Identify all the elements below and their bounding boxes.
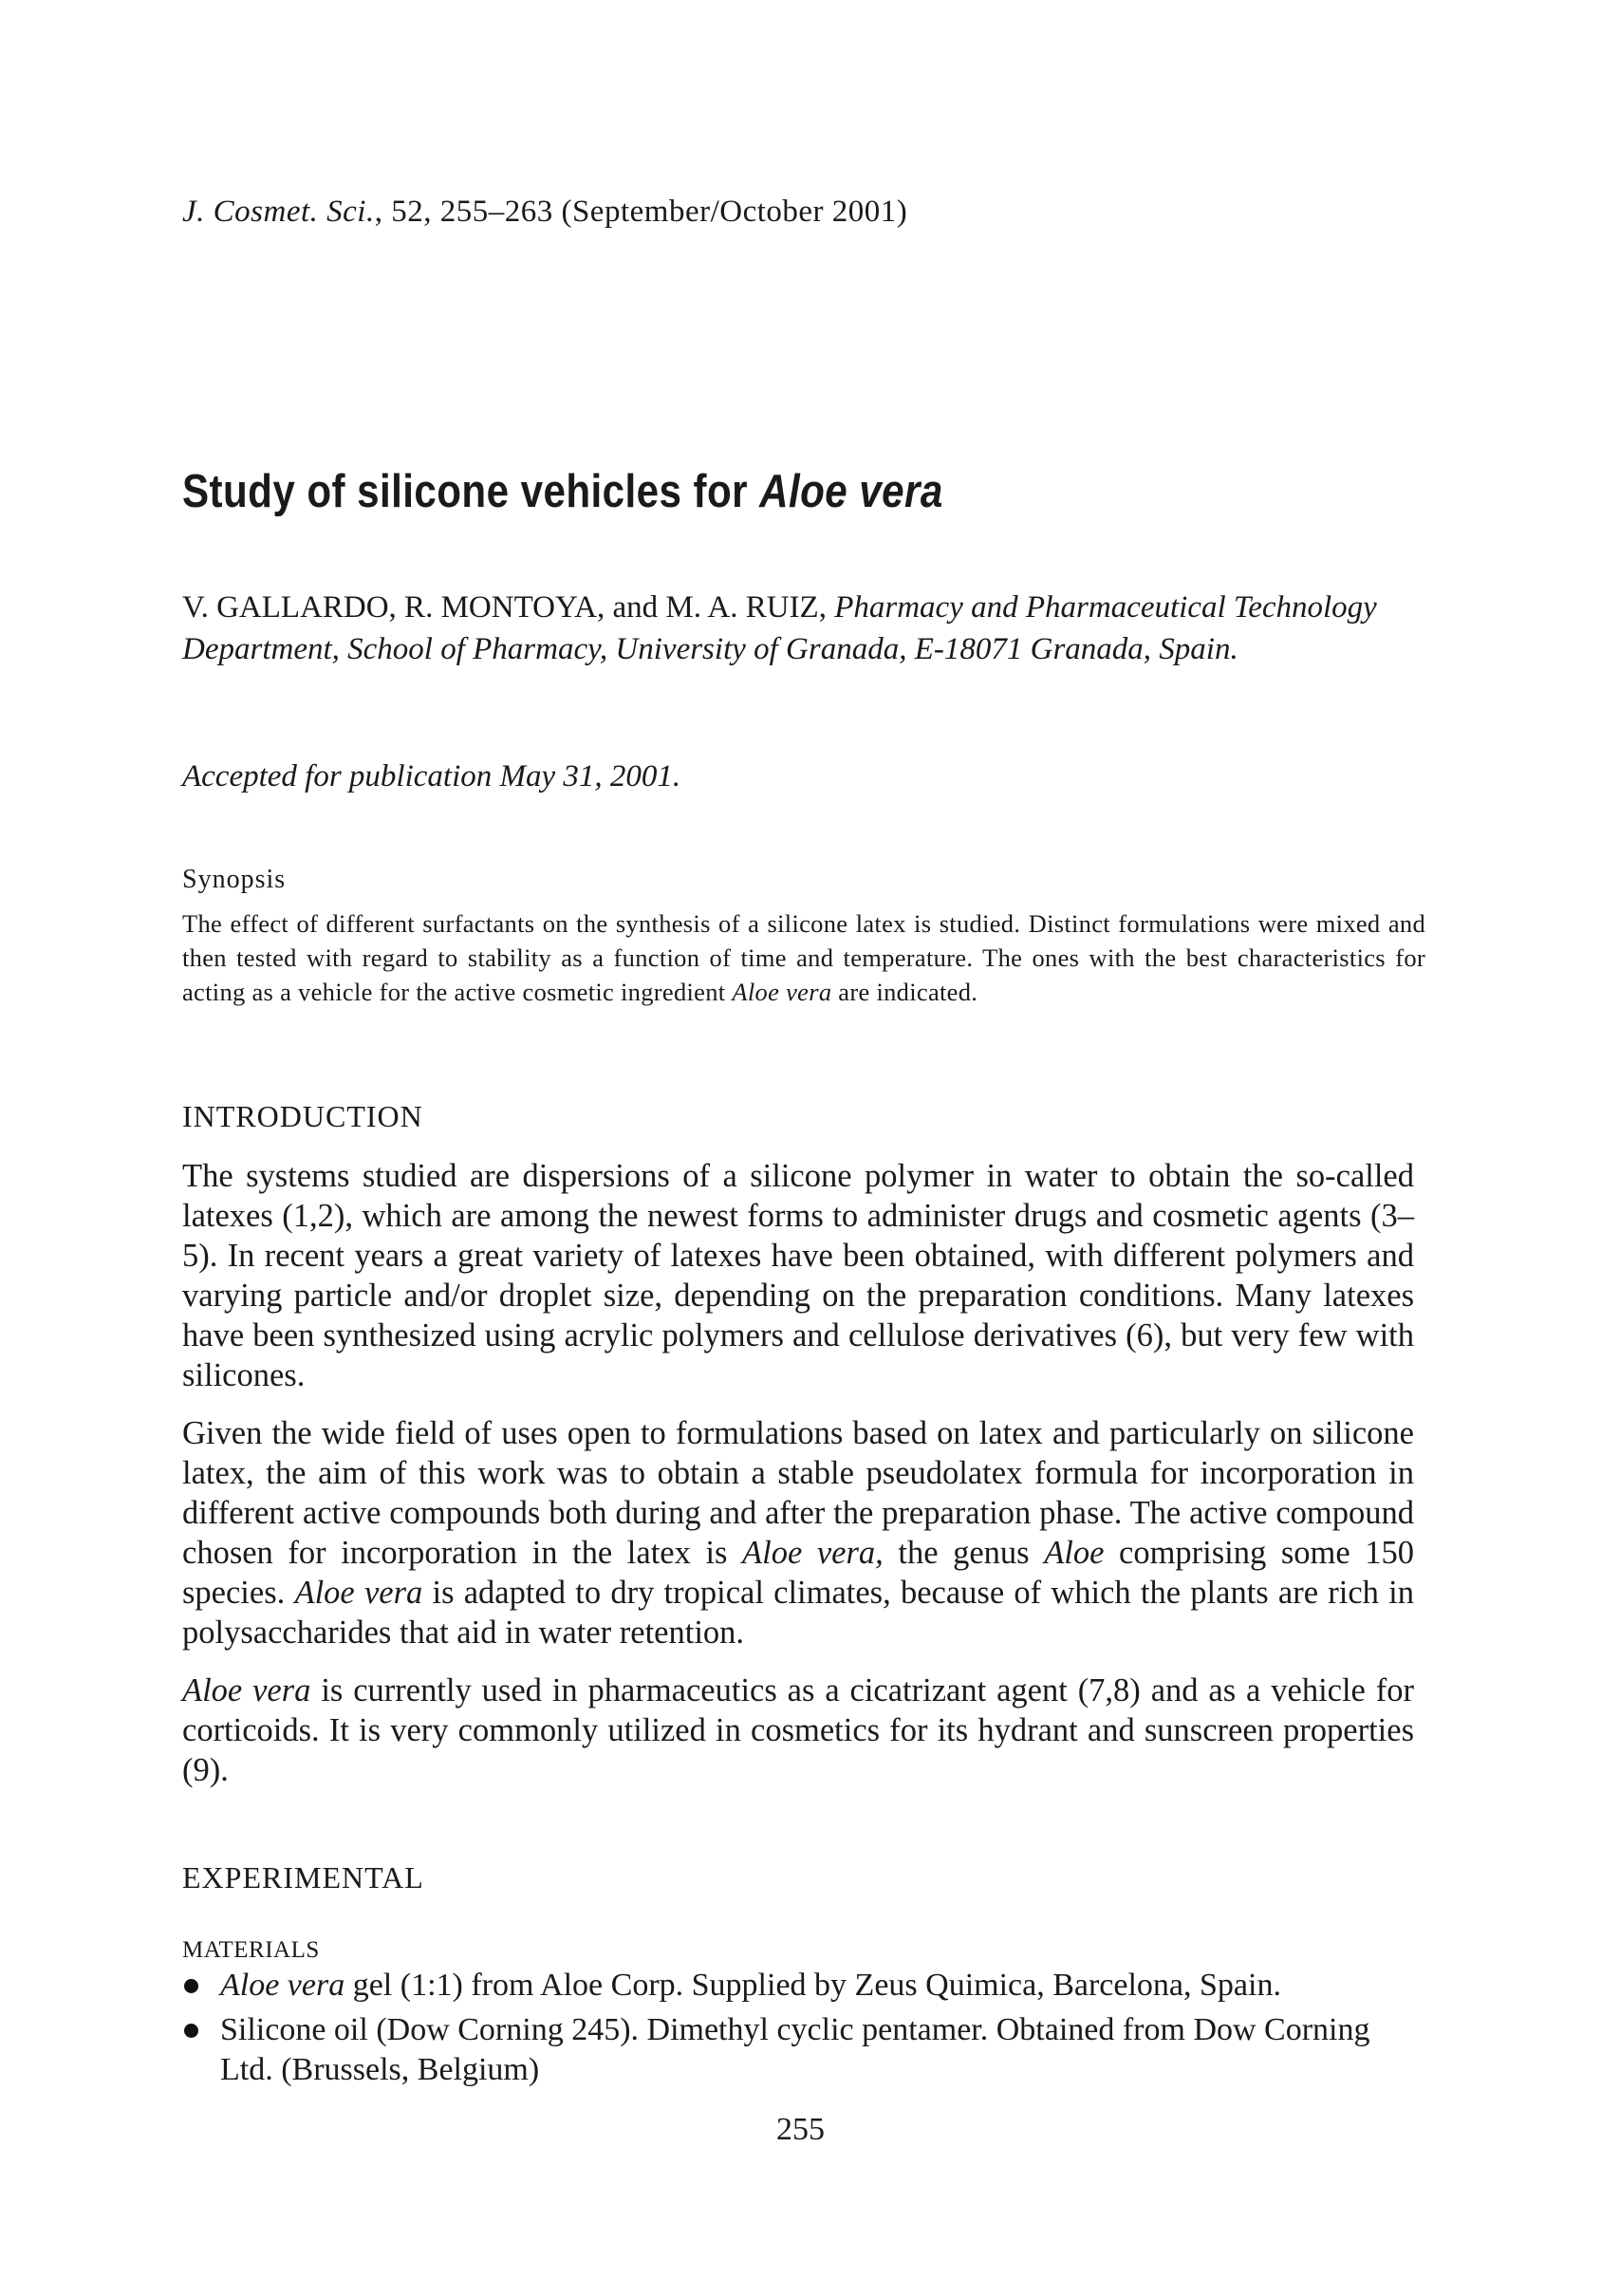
experimental-heading: EXPERIMENTAL	[182, 1860, 424, 1895]
intro-p2-part3: comprising some 150 species.	[182, 1535, 1415, 1611]
bullet-icon	[184, 1979, 198, 1993]
intro-p3-text: is currently used in pharmaceutics as a cicatrizant agent (7,8) and as a vehicle for corticoids. It is very commonly utilized in cosmetics for its hydrant and sunscreen properties (9).	[182, 1672, 1414, 1788]
materials-heading: MATERIALS	[182, 1937, 320, 1963]
synopsis-text-before: The effect of different surfactants on the synthesis of a silicone latex is studied. Distinct formulations were mixed and then tested with regard to stability as a function of time and temperature. The ones with the best characteristics for acting as a vehicle for the active cosmetic ingredient	[182, 909, 1425, 1006]
intro-p2-part2: the genus	[883, 1535, 1045, 1571]
journal-citation	[182, 195, 907, 230]
intro-p2-species2: Aloe vera	[294, 1575, 423, 1611]
intro-p3-species: Aloe vera	[182, 1672, 311, 1708]
article-title	[182, 465, 943, 518]
intro-p2-species1: Aloe vera,	[742, 1535, 884, 1571]
title-species: Aloe vera	[759, 466, 943, 517]
intro-p2-genus: Aloe	[1044, 1535, 1105, 1571]
introduction-heading: INTRODUCTION	[182, 1099, 423, 1133]
list-item	[182, 1966, 1425, 2006]
materials-list	[182, 1966, 1425, 2095]
author-names: V. GALLARDO, R. MONTOYA, and M. A. RUIZ,	[182, 590, 835, 625]
author-affiliation: Pharmacy and Pharmaceutical Technology Department, School of Pharmacy, University of Granada, E-18071 Granada, Spain.	[182, 590, 1377, 666]
introduction-paragraph-3	[182, 1671, 1414, 1790]
intro-p2-part4: is adapted to dry tropical climates, because of which the plants are rich in polysaccharides that aid in water retention.	[182, 1575, 1414, 1651]
page-number: 255	[776, 2112, 825, 2147]
author-block	[182, 587, 1378, 670]
journal-name: J. Cosmet. Sci.	[182, 195, 375, 229]
material-text: gel (1:1) from Aloe Corp. Supplied by Zeus Quimica, Barcelona, Spain.	[344, 1968, 1281, 2003]
introduction-paragraph-1: The systems studied are dispersions of a silicone polymer in water to obtain the so-called latexes (1,2), which are among the newest forms to administer drugs and cosmetic agents (3–5). In recent years a great variety of latexes have been obtained, with different polymers and varying particle and/or droplet size, depending on the preparation conditions. Many latexes have been synthesized using acrylic polymers and cellulose derivatives (6), but very few with silicones.	[182, 1158, 1414, 1393]
material-italic: Aloe vera	[220, 1968, 345, 2003]
title-main: Study of silicone vehicles for	[182, 466, 760, 517]
acceptance-date: Accepted for publication May 31, 2001.	[182, 759, 681, 793]
list-item	[182, 2010, 1425, 2090]
bullet-icon	[184, 2024, 198, 2038]
intro-p2-part1: Given the wide field of uses open to formulations based on latex and particularly on silicone latex, the aim of this work was to obtain a stable pseudolatex formula for incorporation in different active compounds both during and after the preparation phase. The active compound chosen for incorporation in the latex is	[182, 1415, 1414, 1571]
citation-details: , 52, 255–263 (September/October 2001)	[374, 195, 908, 229]
synopsis-text	[182, 906, 1425, 1009]
material-text: Silicone oil (Dow Corning 245). Dimethyl cyclic pentamer. Obtained from Dow Corning Ltd. (Brussels, Belgium)	[220, 2012, 1370, 2087]
synopsis-species: Aloe vera	[732, 978, 832, 1006]
synopsis-heading: Synopsis	[182, 865, 287, 894]
introduction-paragraph-2	[182, 1413, 1414, 1652]
synopsis-text-after: are indicated.	[831, 978, 978, 1006]
